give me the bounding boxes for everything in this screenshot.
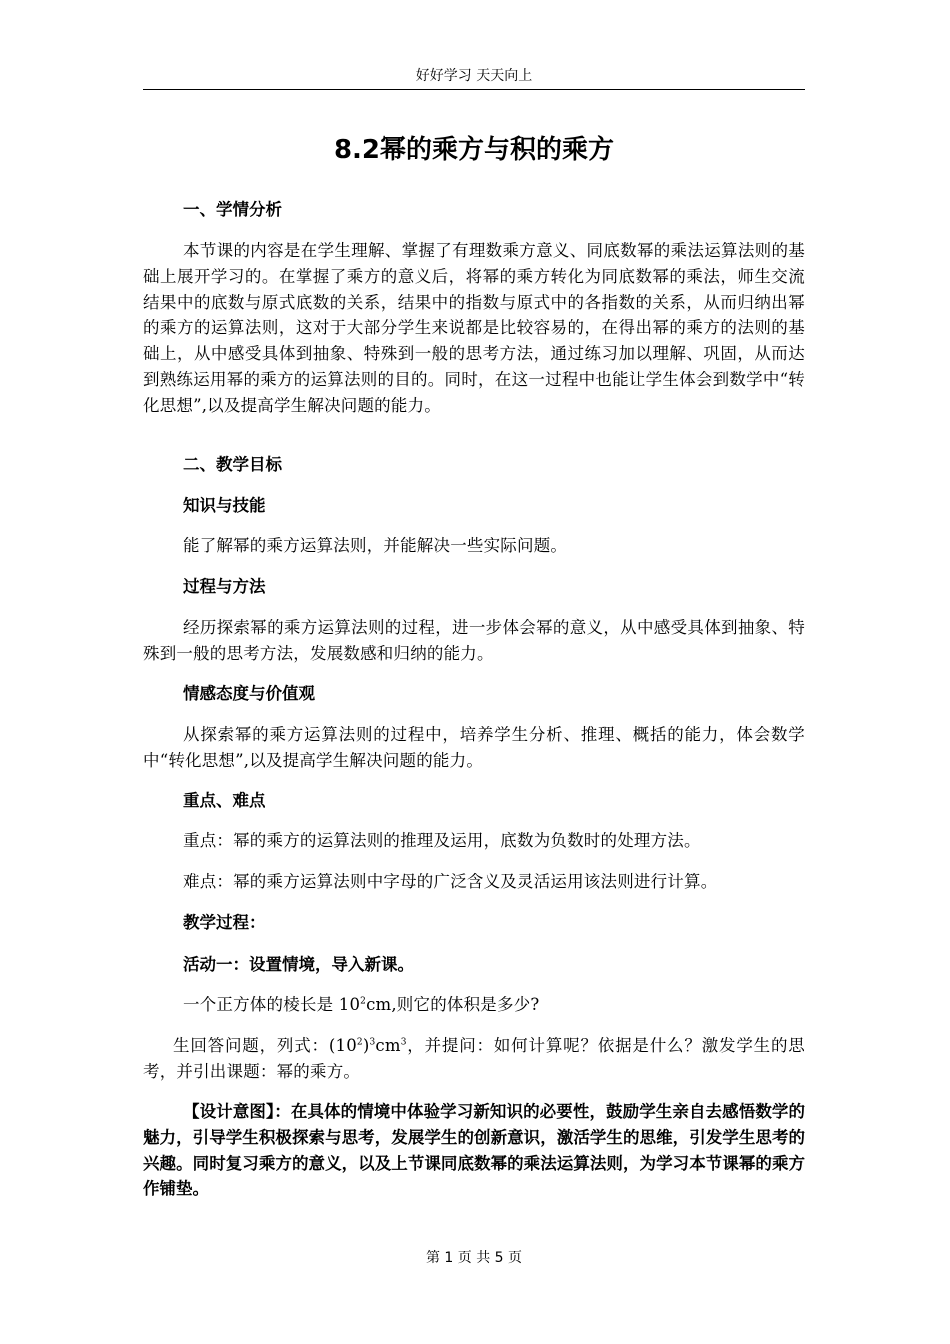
question-paragraph <box>183 992 823 1018</box>
subheading-key-points: 重点、难点 <box>183 791 266 810</box>
question-text-start: 一个正方体的棱长是 10 <box>183 995 361 1014</box>
page-title: 8.2幂的乘方与积的乘方 <box>333 135 615 165</box>
page-footer: 第 1 页 共 5 页 <box>425 1250 523 1266</box>
answer-paren: ) <box>362 1036 370 1055</box>
subheading-process: 过程与方法 <box>183 577 266 596</box>
emotion-paragraph: 从探索幂的乘方运算法则的过程中，培养学生分析、推理、概括的能力，体会数学中“转化思想”,以及提高学生解决问题的能力。 <box>143 725 805 770</box>
key-point-paragraph: 重点：幂的乘方的运算法则的推理及运用，底数为负数时的处理方法。 <box>183 831 701 850</box>
difficult-point-paragraph: 难点：幂的乘方运算法则中字母的广泛含义及灵活运用该法则进行计算。 <box>183 872 718 891</box>
page-header: 好好学习 天天向上 <box>143 64 805 90</box>
subheading-knowledge: 知识与技能 <box>183 496 266 515</box>
activity-one-heading: 活动一：设置情境，导入新课。 <box>183 955 414 974</box>
answer-unit: cm <box>375 1036 401 1055</box>
answer-exponent-outer: 3 <box>369 1037 376 1048</box>
section-heading-analysis: 一、学情分析 <box>183 200 282 219</box>
analysis-paragraph: 本节课的内容是在学生理解、掌握了有理数乘方意义、同底数幂的乘法运算法则的基础上展开学习的。在掌握了乘方的意义后，将幂的乘方转化为同底数幂的乘法，师生交流结果中的底数与原式底数的关系，结果中的指数与原式中的各指数的关系，从而归纳出幂的乘方的运算法则，这对于大部分学生来说都是比较容易的，在得出幂的乘方的法则的基础上，从中感受具体到抽象、特殊到一般的思考方法，通过练习加以理解、巩固，从而达到熟练运用幂的乘方的运算法则的目的。同时，在这一过程中也能让学生体会到数学中“转化思想”,以及提高学生解决问题的能力。 <box>143 241 805 415</box>
answer-exponent-inner: 2 <box>356 1037 363 1048</box>
answer-paragraph <box>143 1033 805 1085</box>
answer-unit-exponent: 3 <box>400 1037 407 1048</box>
answer-text-start: 生回答问题，列式：(10 <box>173 1036 357 1055</box>
knowledge-paragraph: 能了解幂的乘方运算法则，并能解决一些实际问题。 <box>183 536 568 555</box>
teaching-process-heading: 教学过程： <box>183 913 266 932</box>
section-heading-goals: 二、教学目标 <box>183 455 282 474</box>
answer-text-end: ，并提问：如何计算呢？依据是什么？激发学生的思考，并引出课题：幂的乘方。 <box>143 1036 805 1081</box>
question-exponent: 2 <box>360 996 367 1007</box>
process-paragraph: 经历探索幂的乘方运算法则的过程，进一步体会幂的意义，从中感受具体到抽象、特殊到一般的思考方法，发展数感和归纳的能力。 <box>143 618 805 663</box>
design-intent-paragraph: 【设计意图】：在具体的情境中体验学习新知识的必要性，鼓励学生亲自去感悟数学的魅力，引导学生积极探索与思考，发展学生的创新意识，激活学生的思维，引发学生思考的兴趣。同时复习乘方的意义，以及上节课同底数幂的乘法运算法则，为学习本节课幂的乘方作铺垫。 <box>143 1102 805 1199</box>
subheading-emotion: 情感态度与价值观 <box>183 684 315 703</box>
question-text-end: cm,则它的体积是多少? <box>366 995 540 1014</box>
